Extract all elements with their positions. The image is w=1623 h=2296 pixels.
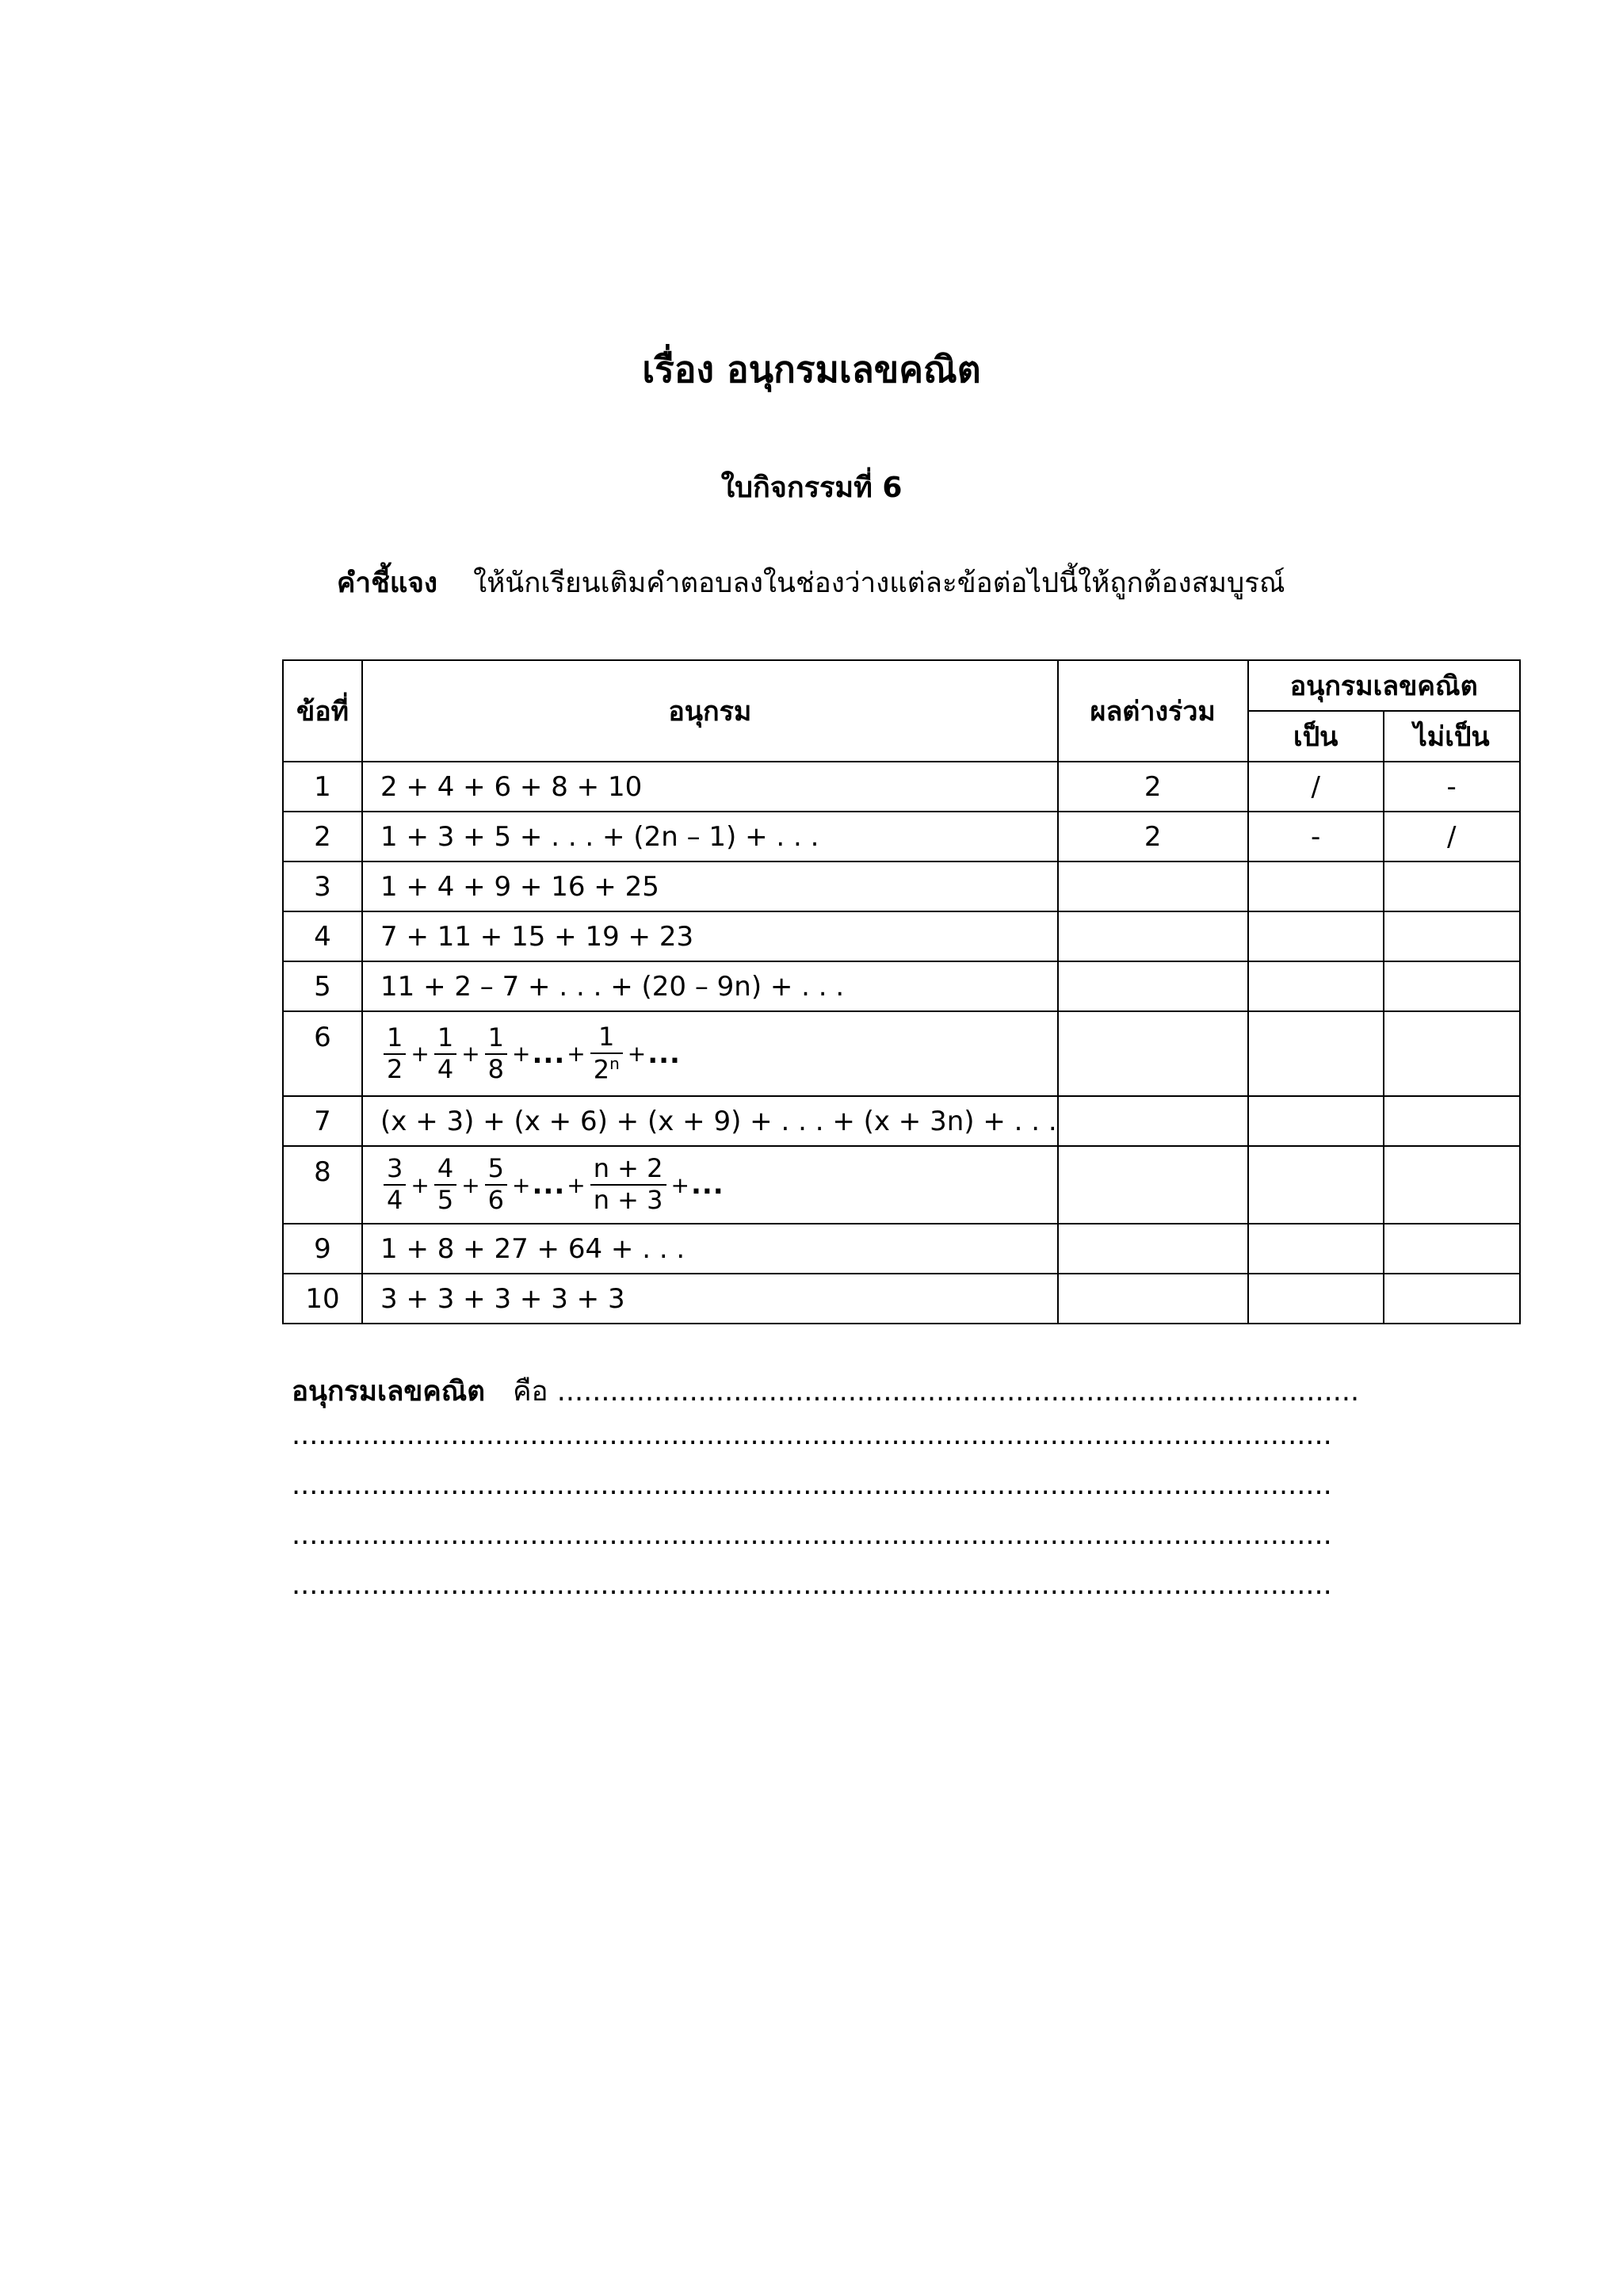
series-expression — [362, 1011, 1058, 1096]
fraction — [485, 1153, 507, 1215]
common-difference-cell[interactable] — [1058, 1096, 1248, 1146]
series-expression: 3 + 3 + 3 + 3 + 3 — [362, 1274, 1058, 1324]
common-difference-cell[interactable] — [1058, 1274, 1248, 1324]
series-table-body — [283, 762, 1520, 1324]
answer-line[interactable]: ...................................................................................................................... — [292, 1519, 1332, 1551]
plus-sign: + — [461, 1041, 480, 1067]
table-row — [283, 911, 1520, 961]
fraction-numerator: 4 — [434, 1156, 456, 1186]
series-expression: 1 + 3 + 5 + . . . + (2n – 1) + . . . — [362, 812, 1058, 861]
fraction-denominator: 2 — [387, 1053, 403, 1084]
fraction-numerator: 1 — [590, 1024, 623, 1054]
row-number: 3 — [283, 861, 362, 911]
denominator-base: 2 — [593, 1054, 610, 1085]
answer-line[interactable]: ...................................................................................................................... — [292, 1419, 1332, 1451]
is-arithmetic-cell[interactable] — [1248, 1146, 1384, 1224]
instructions-label: คำชี้แจง — [337, 567, 437, 599]
is-not-arithmetic-cell[interactable] — [1384, 1011, 1520, 1096]
is-arithmetic-cell[interactable] — [1248, 1096, 1384, 1146]
common-difference-cell[interactable] — [1058, 1224, 1248, 1274]
plus-sign: + — [627, 1041, 647, 1067]
fraction-denominator: 8 — [487, 1053, 505, 1084]
series-expression: 1 + 4 + 9 + 16 + 25 — [362, 861, 1058, 911]
definition-first-line — [292, 1370, 1359, 1419]
ellipsis: ... — [647, 1037, 681, 1070]
plus-sign: + — [411, 1171, 430, 1198]
is-not-arithmetic-cell[interactable] — [1384, 1274, 1520, 1324]
fraction — [590, 1153, 666, 1215]
plus-sign: + — [670, 1171, 689, 1198]
answer-line[interactable]: ...................................................................................................................... — [292, 1469, 1332, 1501]
table-row — [283, 1224, 1520, 1274]
is-arithmetic-cell[interactable] — [1248, 911, 1384, 961]
series-expression — [362, 1146, 1058, 1224]
fraction-denominator: 5 — [437, 1185, 454, 1215]
answer-line-row — [292, 1469, 1359, 1519]
table-row — [283, 1146, 1520, 1224]
series-table — [282, 659, 1521, 1324]
definition-word: คือ — [513, 1376, 548, 1408]
is-not-arithmetic-cell[interactable] — [1384, 911, 1520, 961]
common-difference-cell[interactable] — [1058, 1011, 1248, 1096]
fraction-numerator: 1 — [485, 1025, 507, 1055]
plus-sign: + — [512, 1041, 531, 1067]
table-row — [283, 861, 1520, 911]
is-arithmetic-cell[interactable]: - — [1248, 812, 1384, 861]
fraction-numerator: 1 — [384, 1025, 406, 1055]
fraction-numerator: n + 2 — [590, 1156, 666, 1186]
common-difference-cell[interactable]: 2 — [1058, 762, 1248, 812]
row-number: 8 — [283, 1146, 362, 1224]
is-arithmetic-cell[interactable] — [1248, 1224, 1384, 1274]
common-difference-cell[interactable]: 2 — [1058, 812, 1248, 861]
series-expression: (x + 3) + (x + 6) + (x + 9) + . . . + (x + 3n) + . . . — [362, 1096, 1058, 1146]
definition-label: อนุกรมเลขคณิต — [292, 1376, 485, 1408]
instructions-text: ให้นักเรียนเติมคำตอบลงในช่องว่างแต่ละข้อต่อไปนี้ให้ถูกต้องสมบูรณ์ — [473, 567, 1285, 599]
series-expression: 7 + 11 + 15 + 19 + 23 — [362, 911, 1058, 961]
fraction — [384, 1022, 406, 1084]
header-no: ข้อที่ — [283, 660, 362, 762]
definition-section — [292, 1370, 1359, 1619]
plus-sign: + — [411, 1041, 430, 1067]
header-arithmetic-series: อนุกรมเลขคณิต — [1248, 660, 1520, 711]
header-series: อนุกรม — [362, 660, 1058, 762]
is-not-arithmetic-cell[interactable]: / — [1384, 812, 1520, 861]
row-number: 7 — [283, 1096, 362, 1146]
instructions — [337, 561, 1285, 605]
answer-line-row — [292, 1569, 1359, 1619]
table-row — [283, 1096, 1520, 1146]
fraction-denominator — [590, 1054, 623, 1083]
is-arithmetic-cell[interactable]: / — [1248, 762, 1384, 812]
page-subtitle: ใบกิจกรรมที่ 6 — [720, 472, 903, 504]
answer-line[interactable]: ........................................................................................... — [556, 1376, 1360, 1408]
header-common-difference: ผลต่างร่วม — [1058, 660, 1248, 762]
row-number: 4 — [283, 911, 362, 961]
answer-line[interactable]: ...................................................................................................................... — [292, 1569, 1332, 1601]
is-not-arithmetic-cell[interactable] — [1384, 1096, 1520, 1146]
common-difference-cell[interactable] — [1058, 861, 1248, 911]
table-row — [283, 762, 1520, 812]
ellipsis: ... — [690, 1169, 724, 1201]
row-number: 6 — [283, 1011, 362, 1096]
series-expression: 1 + 8 + 27 + 64 + . . . — [362, 1224, 1058, 1274]
table-row — [283, 812, 1520, 861]
row-number: 1 — [283, 762, 362, 812]
fraction — [485, 1022, 507, 1084]
is-not-arithmetic-cell[interactable] — [1384, 1146, 1520, 1224]
table-row — [283, 1274, 1520, 1324]
ellipsis: ... — [532, 1169, 566, 1201]
answer-line-row — [292, 1419, 1359, 1469]
row-number: 5 — [283, 961, 362, 1011]
plus-sign: + — [461, 1171, 480, 1198]
plus-sign: + — [512, 1171, 531, 1198]
is-not-arithmetic-cell[interactable] — [1384, 1224, 1520, 1274]
fraction-denominator: n + 3 — [593, 1185, 663, 1215]
row-number: 10 — [283, 1274, 362, 1324]
is-arithmetic-cell[interactable] — [1248, 961, 1384, 1011]
series-expression: 11 + 2 – 7 + . . . + (20 – 9n) + . . . — [362, 961, 1058, 1011]
fraction — [434, 1153, 456, 1215]
fraction — [590, 1024, 623, 1083]
fraction-numerator: 5 — [485, 1156, 507, 1186]
fraction-numerator: 1 — [434, 1025, 456, 1055]
common-difference-cell[interactable] — [1058, 911, 1248, 961]
ellipsis: ... — [532, 1037, 566, 1070]
is-arithmetic-cell[interactable] — [1248, 1011, 1384, 1096]
plus-sign: + — [567, 1041, 586, 1067]
is-not-arithmetic-cell[interactable]: - — [1384, 762, 1520, 812]
series-expression: 2 + 4 + 6 + 8 + 10 — [362, 762, 1058, 812]
fraction — [434, 1022, 456, 1084]
fraction — [384, 1153, 406, 1215]
row-number: 9 — [283, 1224, 362, 1274]
fraction-numerator: 3 — [384, 1156, 406, 1186]
answer-line-row — [292, 1519, 1359, 1569]
common-difference-cell[interactable] — [1058, 961, 1248, 1011]
denominator-exponent: n — [609, 1053, 620, 1073]
fraction-denominator: 4 — [387, 1185, 403, 1215]
fraction-denominator: 6 — [487, 1185, 505, 1215]
is-not-arithmetic-cell[interactable] — [1384, 961, 1520, 1011]
is-arithmetic-cell[interactable] — [1248, 1274, 1384, 1324]
page-title: เรื่อง อนุกรมเลขคณิต — [642, 348, 981, 391]
header-is-not: ไม่เป็น — [1384, 711, 1520, 762]
common-difference-cell[interactable] — [1058, 1146, 1248, 1224]
header-is: เป็น — [1248, 711, 1384, 762]
plus-sign: + — [567, 1171, 586, 1198]
row-number: 2 — [283, 812, 362, 861]
is-not-arithmetic-cell[interactable] — [1384, 861, 1520, 911]
table-row — [283, 1011, 1520, 1096]
is-arithmetic-cell[interactable] — [1248, 861, 1384, 911]
fraction-denominator: 4 — [437, 1053, 454, 1084]
table-row — [283, 961, 1520, 1011]
